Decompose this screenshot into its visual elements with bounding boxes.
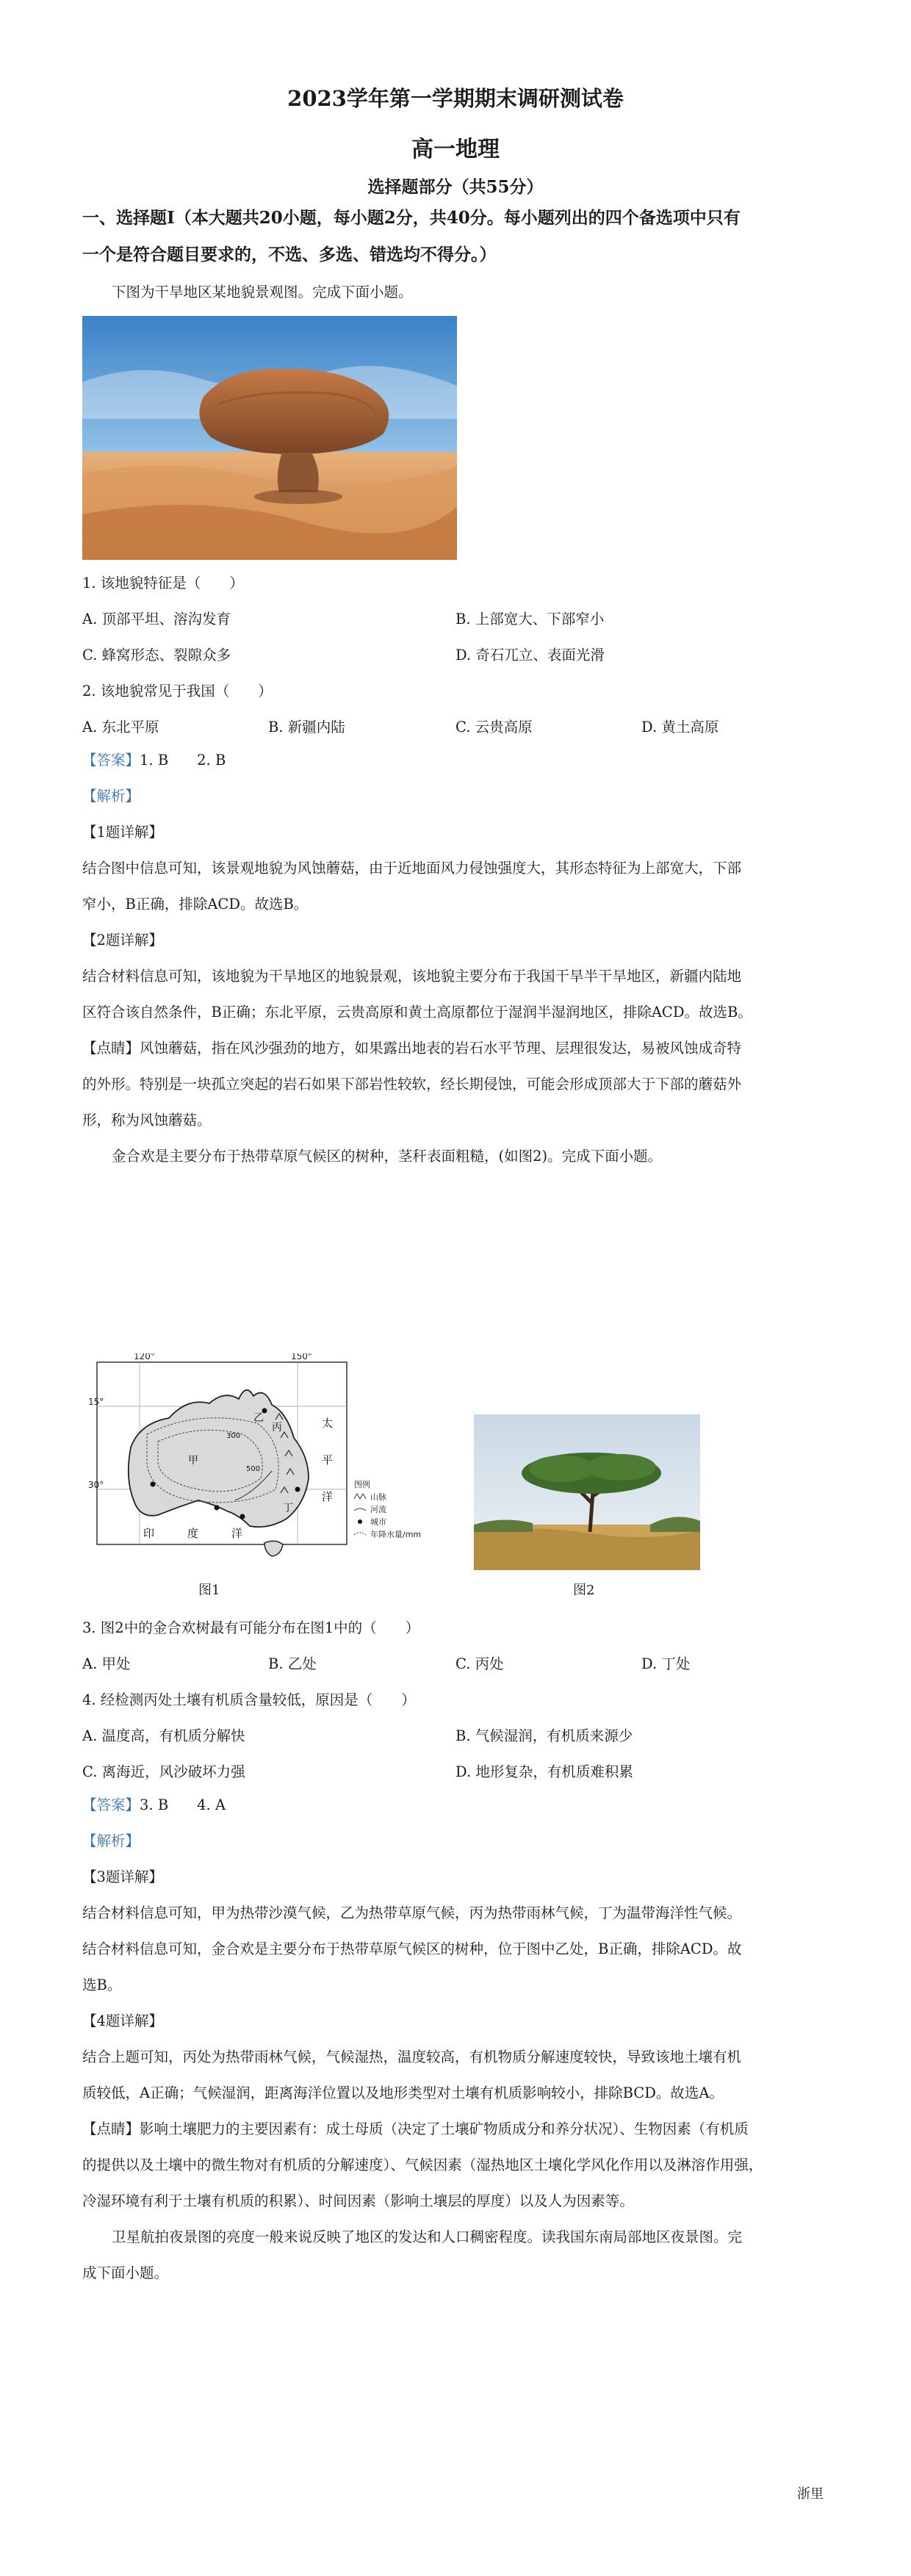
page-footer: 浙里 — [797, 2486, 824, 2502]
figure-2-caption: 图2 — [573, 1583, 595, 1598]
q1-option-d[interactable]: D. 奇石兀立、表面光滑 — [455, 647, 605, 663]
map-iso-300: 300 — [226, 1432, 241, 1440]
map-indian-1: 印 — [143, 1527, 155, 1540]
legend-isohyet: 年降水量/mm — [370, 1530, 422, 1539]
map-lon-150: 150° — [291, 1353, 312, 1361]
q2-option-b[interactable]: B. 新疆内陆 — [268, 719, 345, 735]
detail-4-head: 【4题详解】 — [82, 2012, 163, 2029]
detail-1-head: 【1题详解】 — [82, 824, 163, 841]
detail-1-line2: 窄小，B正确，排除ACD。故选B。 — [82, 896, 309, 913]
map-indian-2: 度 — [187, 1527, 199, 1540]
map-indian-3: 洋 — [231, 1527, 243, 1540]
answer-label: 【答案】 — [82, 752, 140, 769]
map-pacific-3: 洋 — [322, 1490, 334, 1503]
acacia-tree-photo — [474, 1414, 700, 1570]
map-pacific-2: 平 — [322, 1453, 334, 1467]
section-heading-line1: 一、选择题Ⅰ（本大题共20小题，每小题2分，共40分。每小题列出的四个备选项中只有 — [82, 208, 741, 228]
q1-option-c[interactable]: C. 蜂窝形态、裂隙众多 — [82, 647, 231, 663]
map-lon-120: 120° — [134, 1353, 155, 1361]
map-pacific-1: 太 — [322, 1417, 334, 1430]
q4-option-b[interactable]: B. 气候湿润，有机质来源少 — [455, 1727, 633, 1744]
intro-1: 下图为干旱地区某地貌景观图。完成下面小题。 — [112, 284, 413, 301]
legend-mountain: 山脉 — [370, 1492, 386, 1502]
q3-option-d[interactable]: D. 丁处 — [641, 1655, 691, 1672]
q4-option-d[interactable]: D. 地形复杂，有机质难积累 — [455, 1763, 633, 1780]
answer-1-2 — [82, 742, 832, 779]
question-4-stem: 4. 经检测丙处土壤有机质含量较低，原因是（ ） — [82, 1691, 416, 1708]
detail-2-line1: 结合材料信息可知，该地貌为干旱地区的地貌景观，该地貌主要分布于我国干旱半干旱地区，新疆内陆地 — [82, 968, 742, 985]
dianjing-2-line3: 冷湿环境有利于土壤有机质的积累）、时间因素（影响土壤层的厚度）以及人为因素等。 — [82, 2192, 634, 2209]
q3-option-a[interactable]: A. 甲处 — [82, 1655, 131, 1672]
q4-option-c[interactable]: C. 离海近，风沙破坏力强 — [82, 1763, 245, 1780]
q1-option-a[interactable]: A. 顶部平坦、溶沟发育 — [82, 611, 231, 627]
question-1-stem: 1. 该地貌特征是（ ） — [82, 575, 244, 591]
analysis-label-2: 【解析】 — [82, 1832, 140, 1849]
dianjing-1-line2: 的外形。特别是一块孤立突起的岩石如果下部岩性较软，经长期侵蚀，可能会形成顶部大于下部的蘑菇外 — [82, 1076, 742, 1093]
map-lat-15: 15° — [88, 1397, 104, 1407]
map-label-yi: 乙 — [253, 1412, 264, 1424]
map-label-ding: 丁 — [283, 1503, 293, 1514]
exam-title: 2023学年第一学期期末调研测试卷 — [287, 86, 624, 111]
exam-subject: 高一地理 — [411, 137, 500, 162]
question-2-stem: 2. 该地貌常见于我国（ ） — [82, 683, 273, 699]
q2-option-a[interactable]: A. 东北平原 — [82, 719, 159, 735]
australia-map — [88, 1353, 441, 1574]
detail-3-line1: 结合材料信息可知，甲为热带沙漠气候，乙为热带草原气候，丙为热带雨林气候，丁为温带海洋性气候。 — [82, 1904, 742, 1921]
answer-3-4 — [82, 1787, 832, 1824]
detail-2-head: 【2题详解】 — [82, 932, 163, 949]
q1-option-b[interactable]: B. 上部宽大、下部窄小 — [455, 611, 605, 627]
intro-3-line1: 卫星航拍夜景图的亮度一般来说反映了地区的发达和人口稠密程度。读我国东南局部地区夜景图。完 — [112, 2228, 743, 2245]
q2-option-c[interactable]: C. 云贵高原 — [455, 719, 533, 735]
map-lat-30: 30° — [88, 1480, 104, 1490]
detail-3-line2: 结合材料信息可知，金合欢是主要分布于热带草原气候区的树种，位于图中乙处，B正确，排除ACD。故 — [82, 1940, 742, 1957]
map-iso-500: 500 — [246, 1465, 261, 1473]
legend-river: 河流 — [370, 1505, 386, 1514]
detail-1-line1: 结合图中信息可知，该景观地貌为风蚀蘑菇，由于近地面风力侵蚀强度大，其形态特征为上部宽大，下部 — [82, 860, 742, 877]
intro-3-line2: 成下面小题。 — [82, 2264, 169, 2281]
q3-option-b[interactable]: B. 乙处 — [268, 1655, 317, 1672]
q4-option-a[interactable]: A. 温度高，有机质分解快 — [82, 1727, 245, 1744]
answer-text: 1. B 2. B — [140, 752, 226, 769]
detail-4-line1: 结合上题可知，丙处为热带雨林气候，气候湿热，温度较高，有机物质分解速度较快，导致该地土壤有机 — [82, 2048, 742, 2065]
map-label-jia: 甲 — [188, 1455, 198, 1467]
legend-city: 城市 — [370, 1517, 386, 1527]
detail-2-line2: 区符合该自然条件，B正确；东北平原，云贵高原和黄土高原都位于湿润半湿润地区，排除ACD。故选B。 — [82, 1004, 752, 1021]
dianjing-1-line3: 形，称为风蚀蘑菇。 — [82, 1112, 212, 1129]
intro-2: 金合欢是主要分布于热带草原气候区的树种，茎秆表面粗糙，(如图2)。完成下面小题。 — [112, 1148, 663, 1165]
dianjing-2-line1: 【点睛】影响土壤肥力的主要因素有：成土母质（决定了土壤矿物质成分和养分状况）、生物因素（有机质 — [82, 2120, 749, 2137]
question-3-stem: 3. 图2中的金合欢树最有可能分布在图1中的（ ） — [82, 1619, 420, 1636]
detail-3-head: 【3题详解】 — [82, 1868, 163, 1885]
mushroom-rock-photo — [82, 316, 457, 560]
map-label-bing: 丙 — [272, 1422, 282, 1433]
detail-3-line3: 选B。 — [82, 1976, 122, 1993]
q2-option-d[interactable]: D. 黄土高原 — [641, 719, 719, 735]
legend-title: 图例 — [354, 1480, 370, 1489]
answer-text-2: 3. B 4. A — [140, 1796, 226, 1813]
analysis-label: 【解析】 — [82, 788, 140, 805]
dianjing-2-line2: 的提供以及土壤中的微生物对有机质的分解速度）、气候因素（湿热地区土壤化学风化作用以及淋溶作用强， — [82, 2156, 763, 2173]
q3-option-c[interactable]: C. 丙处 — [455, 1655, 504, 1672]
dianjing-1-line1: 【点睛】风蚀蘑菇，指在风沙强劲的地方，如果露出地表的岩石水平节理、层理很发达，易被风蚀成奇特 — [82, 1040, 742, 1057]
figure-1-caption: 图1 — [198, 1583, 220, 1598]
detail-4-line2: 质较低，A正确；气候湿润，距离海洋位置以及地形类型对土壤有机质影响较小，排除BCD。故选A。 — [82, 2084, 724, 2101]
section-heading-line2: 一个是符合题目要求的，不选、多选、错选均不得分。） — [82, 245, 497, 265]
answer-label-2: 【答案】 — [82, 1796, 140, 1813]
part-heading: 选择题部分（共55分） — [367, 177, 544, 197]
